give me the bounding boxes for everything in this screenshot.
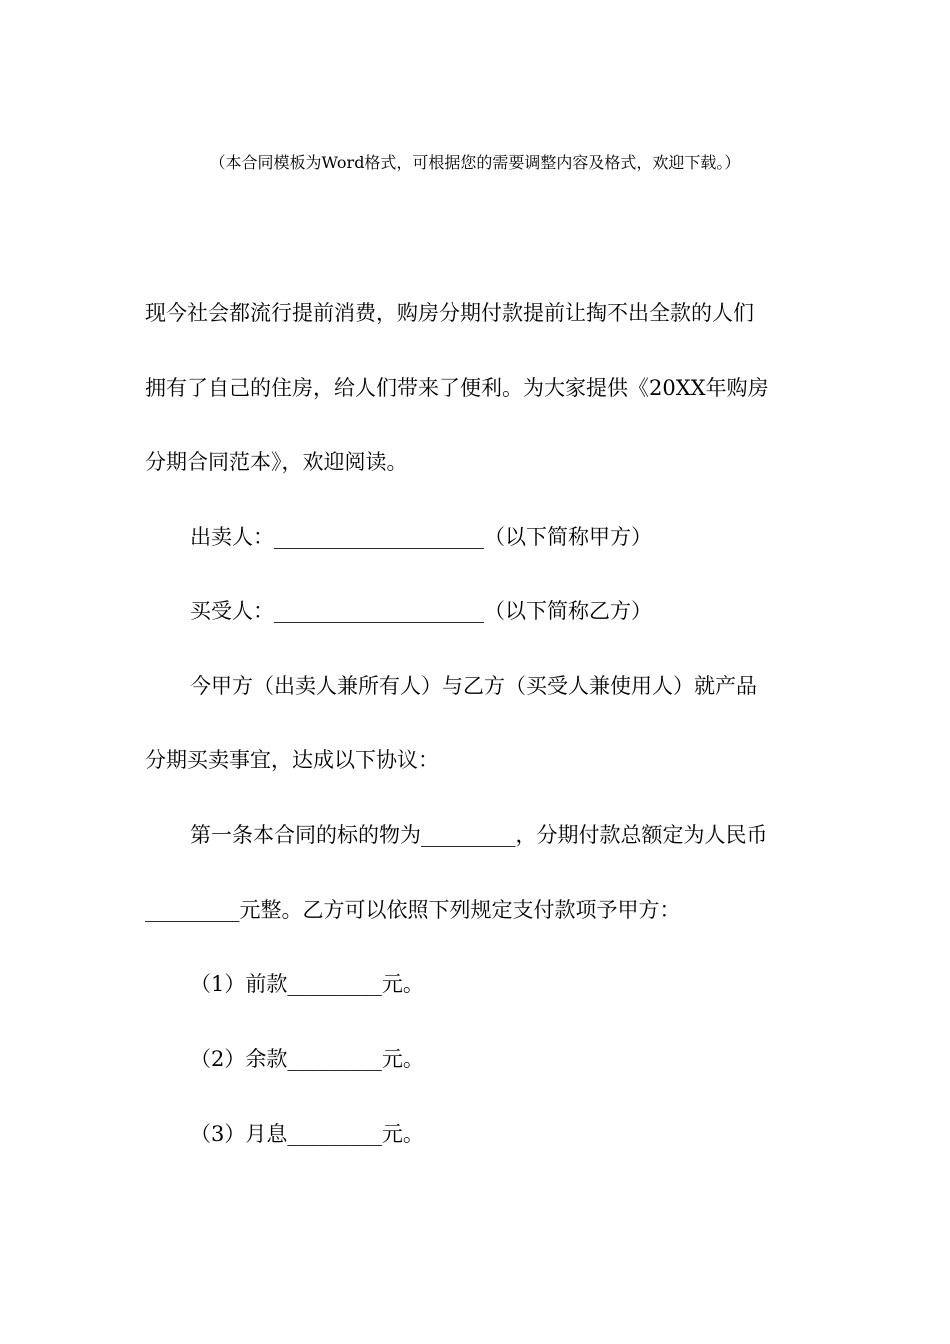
article1-line-1: 第一条本合同的标的物为_________，分期付款总额定为人民币	[190, 823, 768, 847]
template-note: （本合同模板为Word格式，可根据您的需要调整内容及格式，欢迎下载。）	[209, 153, 741, 172]
seller-line: 出卖人：____________________（以下简称甲方）	[190, 525, 652, 549]
agreement-line-1: 今甲方（出卖人兼所有人）与乙方（买受人兼使用人）就产品	[190, 674, 757, 698]
payment-item-1: （1）前款_________元。	[190, 972, 424, 996]
intro-line-3: 分期合同范本》，欢迎阅读。	[145, 450, 408, 474]
agreement-line-2: 分期买卖事宜，达成以下协议：	[145, 748, 439, 772]
payment-item-2: （2）余款_________元。	[190, 1047, 424, 1071]
payment-item-3: （3）月息_________元。	[190, 1122, 424, 1146]
intro-line-1: 现今社会都流行提前消费，购房分期付款提前让掏不出全款的人们	[145, 301, 754, 325]
buyer-line: 买受人：____________________（以下简称乙方）	[190, 599, 652, 623]
intro-line-2: 拥有了自己的住房，给人们带来了便利。为大家提供《20XX年购房	[145, 376, 769, 400]
article1-line-2: _________元整。乙方可以依照下列规定支付款项予甲方：	[145, 898, 681, 922]
